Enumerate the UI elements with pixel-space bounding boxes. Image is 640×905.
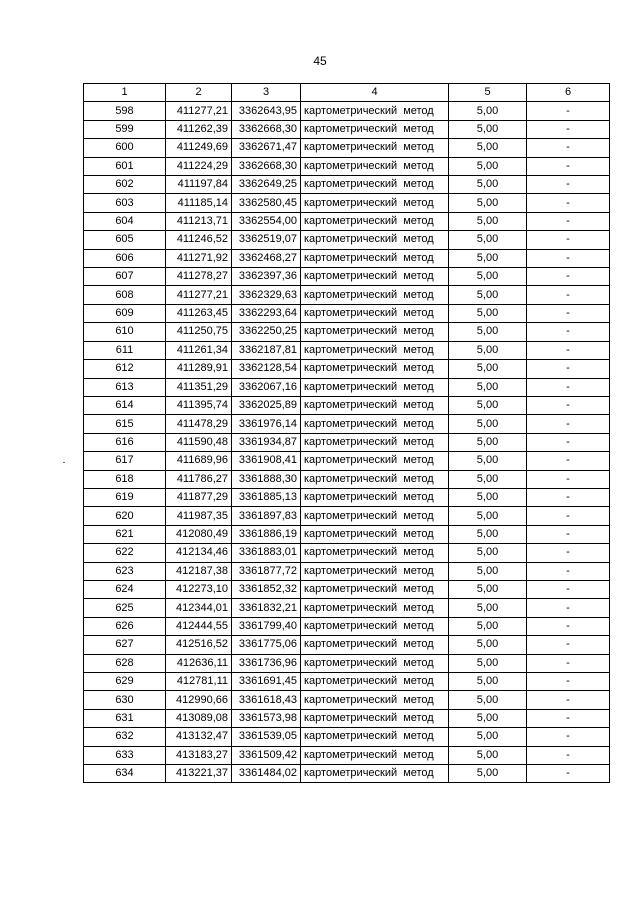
y-coordinate-cell: 3362554,00 bbox=[232, 212, 301, 230]
column-header: 6 bbox=[527, 84, 610, 102]
method-cell: картометрический метод bbox=[301, 139, 449, 157]
method-cell: картометрический метод bbox=[301, 691, 449, 709]
table-row bbox=[84, 765, 610, 783]
method-cell: картометрический метод bbox=[301, 378, 449, 396]
x-coordinate-cell: 411277,21 bbox=[166, 102, 232, 120]
description-cell: - bbox=[527, 176, 610, 194]
table-row bbox=[84, 488, 610, 506]
table-header-row bbox=[84, 84, 610, 102]
point-number-cell: 601 bbox=[84, 157, 166, 175]
y-coordinate-cell: 3362025,89 bbox=[232, 396, 301, 414]
point-number-cell: 615 bbox=[84, 415, 166, 433]
description-cell: - bbox=[527, 452, 610, 470]
point-number-cell: 629 bbox=[84, 673, 166, 691]
description-cell: - bbox=[527, 673, 610, 691]
table-row bbox=[84, 728, 610, 746]
method-cell: картометрический метод bbox=[301, 341, 449, 359]
column-header: 1 bbox=[84, 84, 166, 102]
method-cell: картометрический метод bbox=[301, 525, 449, 543]
point-number-cell: 606 bbox=[84, 249, 166, 267]
x-coordinate-cell: 411395,74 bbox=[166, 396, 232, 414]
accuracy-cell: 5,00 bbox=[449, 544, 527, 562]
y-coordinate-cell: 3361736,96 bbox=[232, 654, 301, 672]
table-row bbox=[84, 268, 610, 286]
x-coordinate-cell: 411185,14 bbox=[166, 194, 232, 212]
x-coordinate-cell: 411262,39 bbox=[166, 120, 232, 138]
x-coordinate-cell: 412781,11 bbox=[166, 673, 232, 691]
accuracy-cell: 5,00 bbox=[449, 268, 527, 286]
table-row bbox=[84, 709, 610, 727]
description-cell: - bbox=[527, 728, 610, 746]
x-coordinate-cell: 412344,01 bbox=[166, 599, 232, 617]
table-row bbox=[84, 323, 610, 341]
accuracy-cell: 5,00 bbox=[449, 286, 527, 304]
x-coordinate-cell: 412134,46 bbox=[166, 544, 232, 562]
description-cell: - bbox=[527, 323, 610, 341]
description-cell: - bbox=[527, 360, 610, 378]
x-coordinate-cell: 412444,55 bbox=[166, 617, 232, 635]
point-number-cell: 634 bbox=[84, 765, 166, 783]
column-header: 4 bbox=[301, 84, 449, 102]
point-number-cell: 607 bbox=[84, 268, 166, 286]
table-row bbox=[84, 286, 610, 304]
accuracy-cell: 5,00 bbox=[449, 231, 527, 249]
x-coordinate-cell: 411786,27 bbox=[166, 470, 232, 488]
description-cell: - bbox=[527, 286, 610, 304]
method-cell: картометрический метод bbox=[301, 654, 449, 672]
x-coordinate-cell: 412187,38 bbox=[166, 562, 232, 580]
point-number-cell: 631 bbox=[84, 709, 166, 727]
y-coordinate-cell: 3361799,40 bbox=[232, 617, 301, 635]
x-coordinate-cell: 412516,52 bbox=[166, 636, 232, 654]
description-cell: - bbox=[527, 544, 610, 562]
accuracy-cell: 5,00 bbox=[449, 157, 527, 175]
accuracy-cell: 5,00 bbox=[449, 562, 527, 580]
description-cell: - bbox=[527, 212, 610, 230]
description-cell: - bbox=[527, 268, 610, 286]
description-cell: - bbox=[527, 507, 610, 525]
y-coordinate-cell: 3362250,25 bbox=[232, 323, 301, 341]
x-coordinate-cell: 412636,11 bbox=[166, 654, 232, 672]
description-cell: - bbox=[527, 746, 610, 764]
point-number-cell: 610 bbox=[84, 323, 166, 341]
x-coordinate-cell: 411213,71 bbox=[166, 212, 232, 230]
y-coordinate-cell: 3361877,72 bbox=[232, 562, 301, 580]
table-row bbox=[84, 102, 610, 120]
table-row bbox=[84, 654, 610, 672]
x-coordinate-cell: 412273,10 bbox=[166, 580, 232, 598]
accuracy-cell: 5,00 bbox=[449, 433, 527, 451]
point-number-cell: 598 bbox=[84, 102, 166, 120]
accuracy-cell: 5,00 bbox=[449, 746, 527, 764]
method-cell: картометрический метод bbox=[301, 488, 449, 506]
point-number-cell: 613 bbox=[84, 378, 166, 396]
x-coordinate-cell: 412080,49 bbox=[166, 525, 232, 543]
description-cell: - bbox=[527, 249, 610, 267]
method-cell: картометрический метод bbox=[301, 323, 449, 341]
accuracy-cell: 5,00 bbox=[449, 341, 527, 359]
table-row bbox=[84, 304, 610, 322]
y-coordinate-cell: 3361976,14 bbox=[232, 415, 301, 433]
accuracy-cell: 5,00 bbox=[449, 120, 527, 138]
y-coordinate-cell: 3362128,54 bbox=[232, 360, 301, 378]
x-coordinate-cell: 413132,47 bbox=[166, 728, 232, 746]
y-coordinate-cell: 3362067,16 bbox=[232, 378, 301, 396]
table-row bbox=[84, 360, 610, 378]
accuracy-cell: 5,00 bbox=[449, 765, 527, 783]
page-number: 45 bbox=[313, 54, 327, 68]
table-row bbox=[84, 341, 610, 359]
point-number-cell: 630 bbox=[84, 691, 166, 709]
method-cell: картометрический метод bbox=[301, 120, 449, 138]
x-coordinate-cell: 413089,08 bbox=[166, 709, 232, 727]
accuracy-cell: 5,00 bbox=[449, 599, 527, 617]
method-cell: картометрический метод bbox=[301, 268, 449, 286]
accuracy-cell: 5,00 bbox=[449, 470, 527, 488]
description-cell: - bbox=[527, 102, 610, 120]
description-cell: - bbox=[527, 120, 610, 138]
table-row bbox=[84, 507, 610, 525]
point-number-cell: 604 bbox=[84, 212, 166, 230]
method-cell: картометрический метод bbox=[301, 617, 449, 635]
method-cell: картометрический метод bbox=[301, 231, 449, 249]
y-coordinate-cell: 3361885,13 bbox=[232, 488, 301, 506]
y-coordinate-cell: 3361573,98 bbox=[232, 709, 301, 727]
description-cell: - bbox=[527, 580, 610, 598]
point-number-cell: 602 bbox=[84, 176, 166, 194]
table-row bbox=[84, 120, 610, 138]
x-coordinate-cell: 411289,91 bbox=[166, 360, 232, 378]
table-row bbox=[84, 746, 610, 764]
method-cell: картометрический метод bbox=[301, 157, 449, 175]
method-cell: картометрический метод bbox=[301, 396, 449, 414]
method-cell: картометрический метод bbox=[301, 415, 449, 433]
description-cell: - bbox=[527, 654, 610, 672]
description-cell: - bbox=[527, 378, 610, 396]
point-number-cell: 626 bbox=[84, 617, 166, 635]
accuracy-cell: 5,00 bbox=[449, 452, 527, 470]
table-row bbox=[84, 194, 610, 212]
y-coordinate-cell: 3361908,41 bbox=[232, 452, 301, 470]
y-coordinate-cell: 3361886,19 bbox=[232, 525, 301, 543]
coordinates-table bbox=[83, 83, 610, 783]
method-cell: картометрический метод bbox=[301, 709, 449, 727]
point-number-cell: 599 bbox=[84, 120, 166, 138]
table-row bbox=[84, 249, 610, 267]
method-cell: картометрический метод bbox=[301, 286, 449, 304]
table-row bbox=[84, 580, 610, 598]
accuracy-cell: 5,00 bbox=[449, 507, 527, 525]
column-header: 5 bbox=[449, 84, 527, 102]
accuracy-cell: 5,00 bbox=[449, 617, 527, 635]
point-number-cell: 619 bbox=[84, 488, 166, 506]
y-coordinate-cell: 3362649,25 bbox=[232, 176, 301, 194]
description-cell: - bbox=[527, 341, 610, 359]
table-row bbox=[84, 378, 610, 396]
method-cell: картометрический метод bbox=[301, 599, 449, 617]
table-row bbox=[84, 139, 610, 157]
method-cell: картометрический метод bbox=[301, 304, 449, 322]
accuracy-cell: 5,00 bbox=[449, 488, 527, 506]
method-cell: картометрический метод bbox=[301, 765, 449, 783]
y-coordinate-cell: 3362668,30 bbox=[232, 157, 301, 175]
description-cell: - bbox=[527, 304, 610, 322]
point-number-cell: 628 bbox=[84, 654, 166, 672]
method-cell: картометрический метод bbox=[301, 452, 449, 470]
method-cell: картометрический метод bbox=[301, 728, 449, 746]
accuracy-cell: 5,00 bbox=[449, 304, 527, 322]
x-coordinate-cell: 411263,45 bbox=[166, 304, 232, 322]
accuracy-cell: 5,00 bbox=[449, 378, 527, 396]
table-row bbox=[84, 544, 610, 562]
table-row bbox=[84, 452, 610, 470]
y-coordinate-cell: 3362519,07 bbox=[232, 231, 301, 249]
method-cell: картометрический метод bbox=[301, 562, 449, 580]
method-cell: картометрический метод bbox=[301, 470, 449, 488]
x-coordinate-cell: 411689,96 bbox=[166, 452, 232, 470]
y-coordinate-cell: 3361509,42 bbox=[232, 746, 301, 764]
x-coordinate-cell: 411478,29 bbox=[166, 415, 232, 433]
description-cell: - bbox=[527, 433, 610, 451]
table-row bbox=[84, 599, 610, 617]
point-number-cell: 600 bbox=[84, 139, 166, 157]
point-number-cell: 617 bbox=[84, 452, 166, 470]
y-coordinate-cell: 3362329,63 bbox=[232, 286, 301, 304]
x-coordinate-cell: 413221,37 bbox=[166, 765, 232, 783]
accuracy-cell: 5,00 bbox=[449, 691, 527, 709]
table-row bbox=[84, 636, 610, 654]
x-coordinate-cell: 411590,48 bbox=[166, 433, 232, 451]
point-number-cell: 603 bbox=[84, 194, 166, 212]
description-cell: - bbox=[527, 765, 610, 783]
table-row bbox=[84, 470, 610, 488]
y-coordinate-cell: 3361618,43 bbox=[232, 691, 301, 709]
method-cell: картометрический метод bbox=[301, 544, 449, 562]
table-row bbox=[84, 415, 610, 433]
method-cell: картометрический метод bbox=[301, 249, 449, 267]
column-header: 3 bbox=[232, 84, 301, 102]
accuracy-cell: 5,00 bbox=[449, 102, 527, 120]
accuracy-cell: 5,00 bbox=[449, 396, 527, 414]
y-coordinate-cell: 3362643,95 bbox=[232, 102, 301, 120]
y-coordinate-cell: 3362187,81 bbox=[232, 341, 301, 359]
table-row bbox=[84, 212, 610, 230]
point-number-cell: 624 bbox=[84, 580, 166, 598]
accuracy-cell: 5,00 bbox=[449, 728, 527, 746]
description-cell: - bbox=[527, 231, 610, 249]
accuracy-cell: 5,00 bbox=[449, 323, 527, 341]
x-coordinate-cell: 411249,69 bbox=[166, 139, 232, 157]
method-cell: картометрический метод bbox=[301, 433, 449, 451]
description-cell: - bbox=[527, 709, 610, 727]
point-number-cell: 605 bbox=[84, 231, 166, 249]
table-row bbox=[84, 396, 610, 414]
x-coordinate-cell: 411987,35 bbox=[166, 507, 232, 525]
point-number-cell: 622 bbox=[84, 544, 166, 562]
point-number-cell: 612 bbox=[84, 360, 166, 378]
x-coordinate-cell: 412990,66 bbox=[166, 691, 232, 709]
accuracy-cell: 5,00 bbox=[449, 580, 527, 598]
scan-speck bbox=[63, 462, 65, 463]
table-row bbox=[84, 562, 610, 580]
table-row bbox=[84, 433, 610, 451]
y-coordinate-cell: 3361691,45 bbox=[232, 673, 301, 691]
method-cell: картометрический метод bbox=[301, 636, 449, 654]
y-coordinate-cell: 3361883,01 bbox=[232, 544, 301, 562]
point-number-cell: 614 bbox=[84, 396, 166, 414]
x-coordinate-cell: 411246,52 bbox=[166, 231, 232, 249]
point-number-cell: 608 bbox=[84, 286, 166, 304]
description-cell: - bbox=[527, 488, 610, 506]
x-coordinate-cell: 411250,75 bbox=[166, 323, 232, 341]
x-coordinate-cell: 411277,21 bbox=[166, 286, 232, 304]
point-number-cell: 627 bbox=[84, 636, 166, 654]
y-coordinate-cell: 3362580,45 bbox=[232, 194, 301, 212]
x-coordinate-cell: 411271,92 bbox=[166, 249, 232, 267]
method-cell: картометрический метод bbox=[301, 580, 449, 598]
description-cell: - bbox=[527, 636, 610, 654]
accuracy-cell: 5,00 bbox=[449, 415, 527, 433]
table-row bbox=[84, 157, 610, 175]
column-header: 2 bbox=[166, 84, 232, 102]
method-cell: картометрический метод bbox=[301, 673, 449, 691]
accuracy-cell: 5,00 bbox=[449, 525, 527, 543]
x-coordinate-cell: 411261,34 bbox=[166, 341, 232, 359]
point-number-cell: 618 bbox=[84, 470, 166, 488]
description-cell: - bbox=[527, 139, 610, 157]
method-cell: картометрический метод bbox=[301, 746, 449, 764]
point-number-cell: 625 bbox=[84, 599, 166, 617]
method-cell: картометрический метод bbox=[301, 176, 449, 194]
method-cell: картометрический метод bbox=[301, 507, 449, 525]
x-coordinate-cell: 411278,27 bbox=[166, 268, 232, 286]
y-coordinate-cell: 3361934,87 bbox=[232, 433, 301, 451]
y-coordinate-cell: 3361775,06 bbox=[232, 636, 301, 654]
method-cell: картометрический метод bbox=[301, 212, 449, 230]
x-coordinate-cell: 411224,29 bbox=[166, 157, 232, 175]
point-number-cell: 623 bbox=[84, 562, 166, 580]
table-row bbox=[84, 617, 610, 635]
y-coordinate-cell: 3361888,30 bbox=[232, 470, 301, 488]
accuracy-cell: 5,00 bbox=[449, 709, 527, 727]
point-number-cell: 621 bbox=[84, 525, 166, 543]
x-coordinate-cell: 411351,29 bbox=[166, 378, 232, 396]
description-cell: - bbox=[527, 157, 610, 175]
accuracy-cell: 5,00 bbox=[449, 212, 527, 230]
y-coordinate-cell: 3361897,83 bbox=[232, 507, 301, 525]
method-cell: картометрический метод bbox=[301, 102, 449, 120]
y-coordinate-cell: 3361484,02 bbox=[232, 765, 301, 783]
table-row bbox=[84, 525, 610, 543]
point-number-cell: 633 bbox=[84, 746, 166, 764]
point-number-cell: 620 bbox=[84, 507, 166, 525]
y-coordinate-cell: 3362468,27 bbox=[232, 249, 301, 267]
accuracy-cell: 5,00 bbox=[449, 139, 527, 157]
x-coordinate-cell: 411877,29 bbox=[166, 488, 232, 506]
description-cell: - bbox=[527, 396, 610, 414]
description-cell: - bbox=[527, 415, 610, 433]
point-number-cell: 632 bbox=[84, 728, 166, 746]
description-cell: - bbox=[527, 617, 610, 635]
y-coordinate-cell: 3361832,21 bbox=[232, 599, 301, 617]
point-number-cell: 609 bbox=[84, 304, 166, 322]
table-row bbox=[84, 673, 610, 691]
point-number-cell: 611 bbox=[84, 341, 166, 359]
table-row bbox=[84, 691, 610, 709]
description-cell: - bbox=[527, 194, 610, 212]
accuracy-cell: 5,00 bbox=[449, 654, 527, 672]
x-coordinate-cell: 411197,84 bbox=[166, 176, 232, 194]
description-cell: - bbox=[527, 691, 610, 709]
table-row bbox=[84, 231, 610, 249]
y-coordinate-cell: 3362293,64 bbox=[232, 304, 301, 322]
y-coordinate-cell: 3361852,32 bbox=[232, 580, 301, 598]
accuracy-cell: 5,00 bbox=[449, 673, 527, 691]
y-coordinate-cell: 3362671,47 bbox=[232, 139, 301, 157]
point-number-cell: 616 bbox=[84, 433, 166, 451]
y-coordinate-cell: 3362668,30 bbox=[232, 120, 301, 138]
method-cell: картометрический метод bbox=[301, 360, 449, 378]
description-cell: - bbox=[527, 525, 610, 543]
description-cell: - bbox=[527, 599, 610, 617]
y-coordinate-cell: 3361539,05 bbox=[232, 728, 301, 746]
accuracy-cell: 5,00 bbox=[449, 194, 527, 212]
description-cell: - bbox=[527, 470, 610, 488]
x-coordinate-cell: 413183,27 bbox=[166, 746, 232, 764]
table-row bbox=[84, 176, 610, 194]
y-coordinate-cell: 3362397,36 bbox=[232, 268, 301, 286]
description-cell: - bbox=[527, 562, 610, 580]
accuracy-cell: 5,00 bbox=[449, 249, 527, 267]
accuracy-cell: 5,00 bbox=[449, 636, 527, 654]
accuracy-cell: 5,00 bbox=[449, 360, 527, 378]
accuracy-cell: 5,00 bbox=[449, 176, 527, 194]
method-cell: картометрический метод bbox=[301, 194, 449, 212]
